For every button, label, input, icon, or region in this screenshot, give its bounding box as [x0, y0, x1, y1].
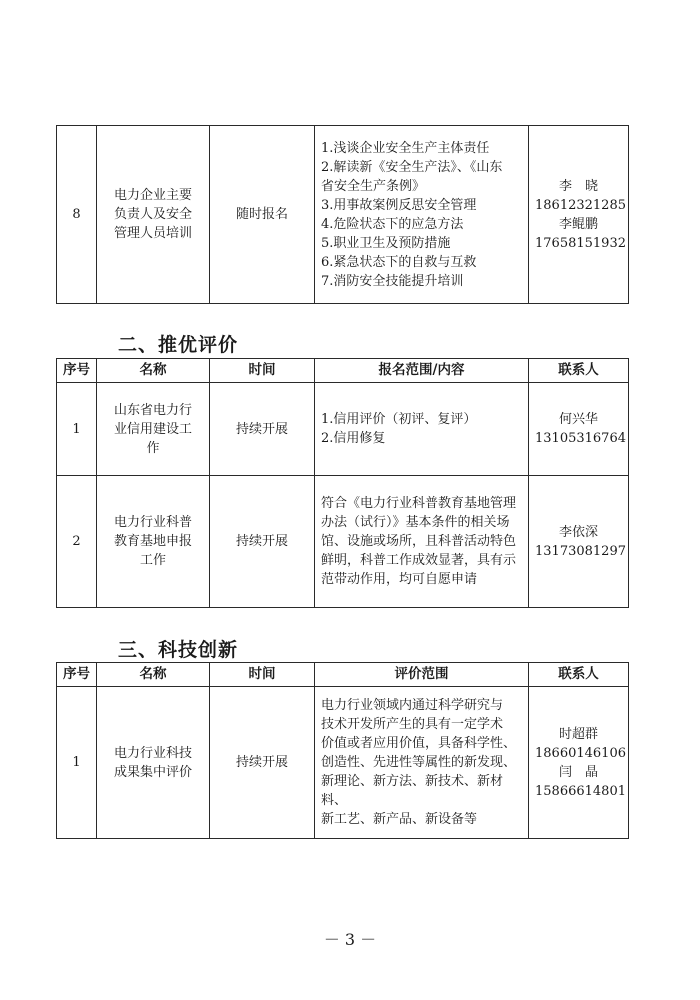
table-row	[57, 383, 629, 476]
table-header-row	[57, 359, 629, 383]
page-number: － 3 －	[323, 930, 377, 949]
row-time: 持续开展	[210, 687, 315, 839]
header-index: 序号	[57, 359, 97, 383]
section-heading: 三、科技创新	[118, 639, 239, 661]
row-contact: 时超群 18660146106 闫 晶 15866614801	[529, 687, 629, 839]
row-content: 1.浅谈企业安全生产主体责任 2.解读新《安全生产法》、《山东 省安全生产条例》 3.用事故案例反思安全管理 4.危险状态下的应急方法 5.职业卫生及预防措施 6.紧急状态下的自救与互救 7.消防安全技能提升培训	[315, 126, 529, 304]
header-contact: 联系人	[529, 663, 629, 687]
section-heading: 二、推优评价	[118, 334, 239, 356]
row-content: 符合《电力行业科普教育基地管理 办法（试行）》基本条件的相关场 馆、设施或场所，且科普活动特色 鲜明，科普工作成效显著，具有示 范带动作用，均可自愿申请	[315, 476, 529, 608]
table-header-row	[57, 663, 629, 687]
row-index: 8	[57, 126, 97, 304]
row-index: 1	[57, 687, 97, 839]
row-time: 持续开展	[210, 476, 315, 608]
row-time: 随时报名	[210, 126, 315, 304]
header-name: 名称	[97, 663, 210, 687]
training-table	[56, 125, 629, 304]
row-contact: 李依深 13173081297	[529, 476, 629, 608]
table-row	[57, 126, 629, 304]
evaluation-table	[56, 358, 629, 608]
row-index: 2	[57, 476, 97, 608]
row-content: 1.信用评价（初评、复评） 2.信用修复	[315, 383, 529, 476]
header-time: 时间	[210, 663, 315, 687]
header-contact: 联系人	[529, 359, 629, 383]
header-content: 评价范围	[315, 663, 529, 687]
row-name: 电力企业主要 负责人及安全 管理人员培训	[97, 126, 210, 304]
innovation-table	[56, 662, 629, 839]
row-contact: 李 晓 18612321285 李鲲鹏 17658151932	[529, 126, 629, 304]
row-name: 电力行业科普 教育基地申报 工作	[97, 476, 210, 608]
header-content: 报名范围/内容	[315, 359, 529, 383]
table-row	[57, 476, 629, 608]
row-name: 山东省电力行 业信用建设工 作	[97, 383, 210, 476]
row-name: 电力行业科技 成果集中评价	[97, 687, 210, 839]
table-row	[57, 687, 629, 839]
row-index: 1	[57, 383, 97, 476]
header-index: 序号	[57, 663, 97, 687]
row-content: 电力行业领域内通过科学研究与 技术开发所产生的具有一定学术 价值或者应用价值，具备科学性、 创造性、先进性等属性的新发现、 新理论、新方法、新技术、新材料、 新工艺、新产品、新设备等	[315, 687, 529, 839]
row-time: 持续开展	[210, 383, 315, 476]
row-contact: 何兴华 13105316764	[529, 383, 629, 476]
header-time: 时间	[210, 359, 315, 383]
header-name: 名称	[97, 359, 210, 383]
